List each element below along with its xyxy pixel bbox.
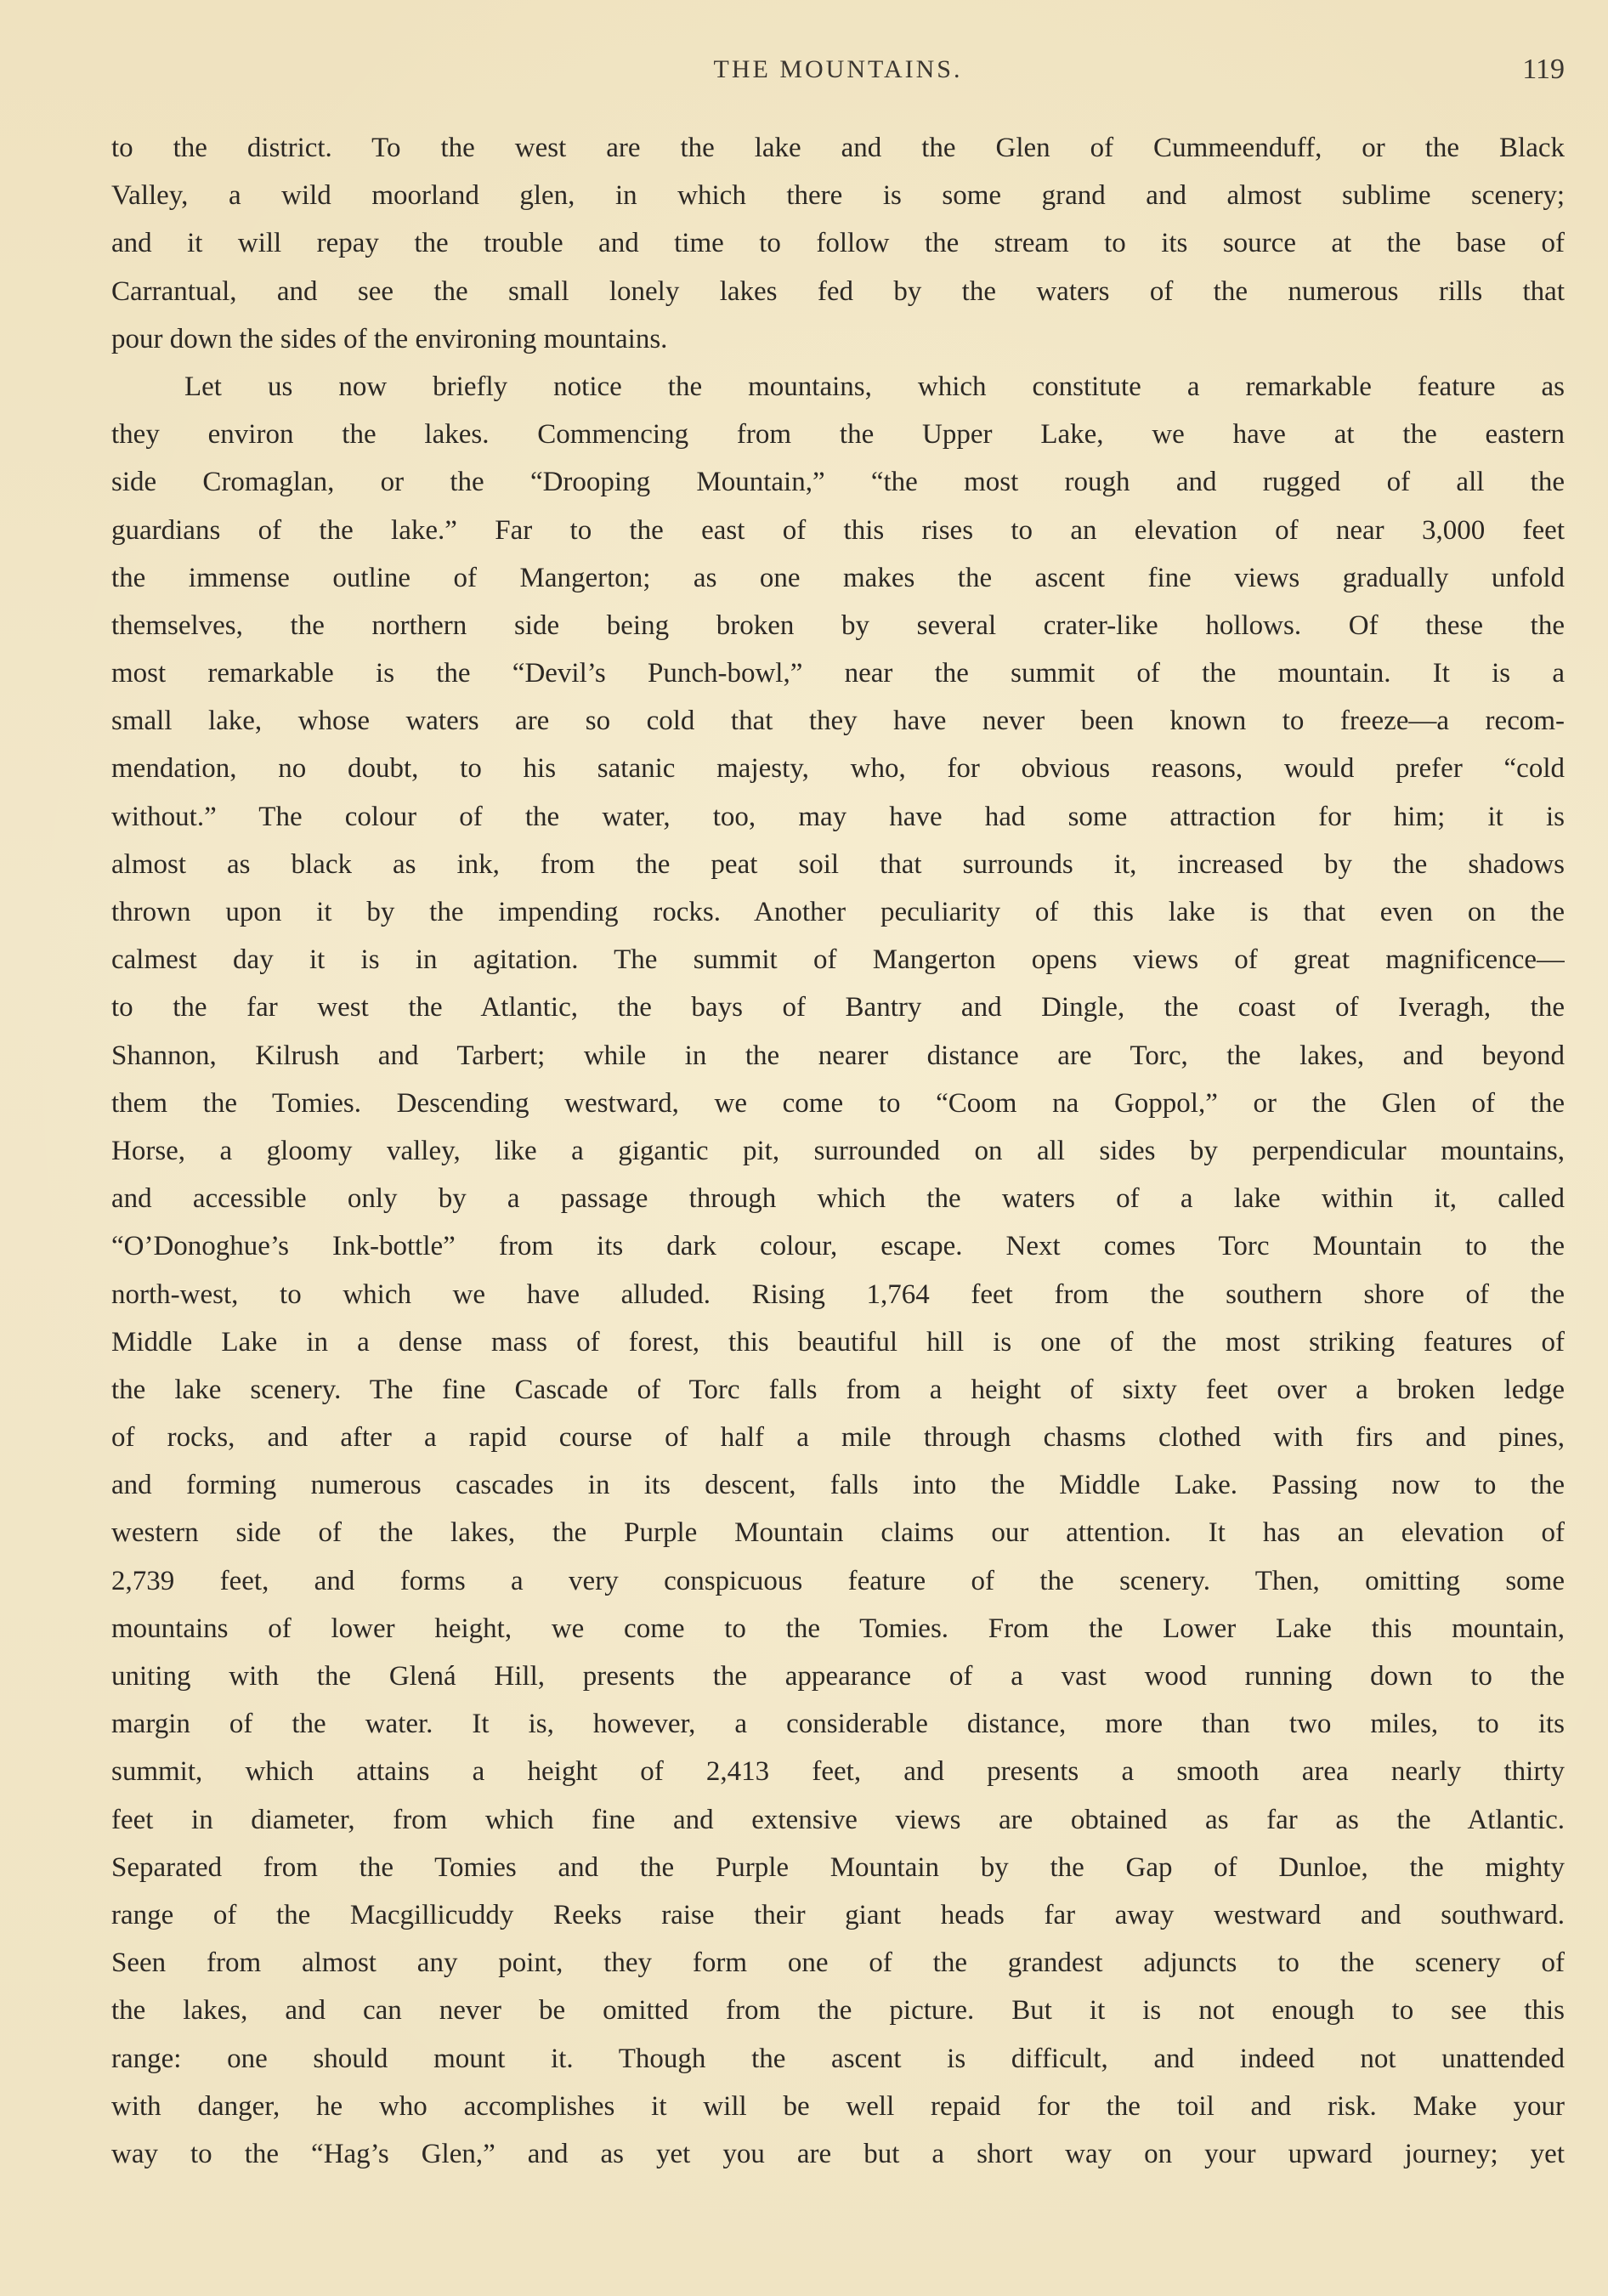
text-line: Carrantual, and see the small lonely lakes fed by the waters of the numerous rills that [111, 275, 1565, 307]
text-line: small lake, whose waters are so cold that they have never been known to freeze—a recom- [111, 706, 1565, 737]
text-line: pour down the sides of the environing mountains. [111, 323, 668, 354]
page-number: 119 [1522, 54, 1565, 85]
text-line: the immense outline of Mangerton; as one makes the ascent fine views gradually unfold [111, 562, 1565, 593]
text-line: Seen from almost any point, they form one of the grandest adjuncts to the scenery of [111, 1947, 1565, 1979]
text-line: “O’Donoghue’s Ink-bottle” from its dark colour, escape. Next comes Torc Mountain to the [111, 1231, 1565, 1262]
running-head [111, 48, 1565, 92]
text-line: them the Tomies. Descending westward, we come to “Coom na Goppol,” or the Glen of the [111, 1087, 1565, 1119]
text-line: themselves, the northern side being broken by several crater-like hollows. Of these the [111, 609, 1565, 641]
text-line: and accessible only by a passage through which the waters of a lake within it, called [111, 1183, 1565, 1215]
text-line: side Cromaglan, or the “Drooping Mountain,” “the most rough and rugged of all the [111, 467, 1565, 498]
text-line: the lakes, and can never be omitted from the picture. But it is not enough to see this [111, 1995, 1565, 2027]
text-line: Middle Lake in a dense mass of forest, this beautiful hill is one of the most striking features of [111, 1326, 1565, 1358]
text-line: almost as black as ink, from the peat soil that surrounds it, increased by the shadows [111, 848, 1565, 880]
text-line: to the district. To the west are the lake and the Glen of Cummeenduff, or the Black [111, 133, 1565, 163]
text-line: western side of the lakes, the Purple Mountain claims our attention. It has an elevation of [111, 1517, 1565, 1549]
text-line: way to the “Hag’s Glen,” and as yet you are but a short way on your upward journey; yet [111, 2138, 1565, 2169]
text-line: range: one should mount it. Though the ascent is difficult, and indeed not unattended [111, 2043, 1565, 2074]
text-line: guardians of the lake.” Far to the east of this rises to an elevation of near 3,000 feet [111, 514, 1565, 546]
text-line: Separated from the Tomies and the Purple Mountain by the Gap of Dunloe, the mighty [111, 1851, 1565, 1883]
text-line: feet in diameter, from which fine and extensive views are obtained as far as the Atlantic. [111, 1804, 1565, 1835]
text-line: mendation, no doubt, to his satanic majesty, who, for obvious reasons, would prefer “cold [111, 753, 1565, 785]
text-line: with danger, he who accomplishes it will be well repaid for the toil and risk. Make your [111, 2090, 1565, 2122]
text-line: north-west, to which we have alluded. Rising 1,764 feet from the southern shore of the [111, 1278, 1565, 1310]
text-line: without.” The colour of the water, too, may have had some attraction for him; it is [111, 801, 1565, 832]
text-line: summit, which attains a height of 2,413 feet, and presents a smooth area nearly thirty [111, 1756, 1565, 1788]
text-line: they environ the lakes. Commencing from the Upper Lake, we have at the eastern [111, 419, 1565, 451]
text-line: uniting with the Glená Hill, presents the appearance of a vast wood running down to the [111, 1661, 1565, 1692]
text-line: 2,739 feet, and forms a very conspicuous feature of the scenery. Then, omitting some [111, 1565, 1565, 1596]
text-line: Valley, a wild moorland glen, in which there is some grand and almost sublime scenery; [111, 180, 1565, 212]
text-line: mountains of lower height, we come to the Tomies. From the Lower Lake this mountain, [111, 1613, 1565, 1644]
text-line: most remarkable is the “Devil’s Punch-bowl,” near the summit of the mountain. It is a [111, 658, 1565, 689]
text-line: Let us now briefly notice the mountains, which constitute a remarkable feature as [184, 371, 1565, 402]
text-line: thrown upon it by the impending rocks. Another peculiarity of this lake is that even on the [111, 897, 1565, 927]
body-text [111, 124, 1565, 2249]
text-line: calmest day it is in agitation. The summit of Mangerton opens views of great magnificence— [111, 944, 1565, 976]
text-line: the lake scenery. The fine Cascade of Torc falls from a height of sixty feet over a broken ledge [111, 1374, 1565, 1405]
text-line: and it will repay the trouble and time to follow the stream to its source at the base of [111, 228, 1565, 259]
text-line: margin of the water. It is, however, a considerable distance, more than two miles, to its [111, 1709, 1565, 1740]
text-line: Shannon, Kilrush and Tarbert; while in the nearer distance are Torc, the lakes, and beyond [111, 1040, 1565, 1071]
text-line: and forming numerous cascades in its descent, falls into the Middle Lake. Passing now to the [111, 1470, 1565, 1501]
text-line: Horse, a gloomy valley, like a gigantic pit, surrounded on all sides by perpendicular mountains, [111, 1135, 1565, 1166]
running-title: THE MOUNTAINS. [713, 55, 963, 83]
text-line: range of the Macgillicuddy Reeks raise their giant heads far away westward and southward. [111, 1899, 1565, 1930]
text-line: of rocks, and after a rapid course of half a mile through chasms clothed with firs and pines, [111, 1422, 1565, 1454]
text-line: to the far west the Atlantic, the bays of Bantry and Dingle, the coast of Iveragh, the [111, 992, 1565, 1023]
